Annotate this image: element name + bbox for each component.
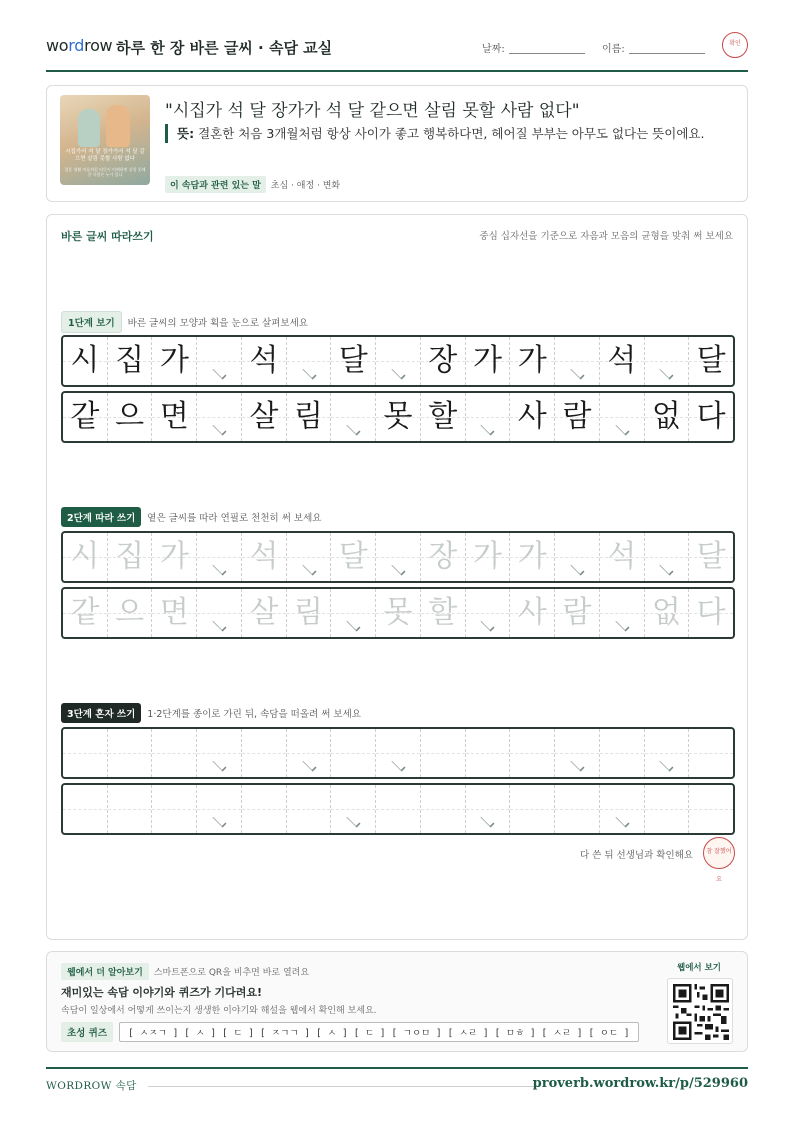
page-title: 하루 한 장 바른 글씨 · 속담 교실	[116, 39, 333, 57]
char-glyph: 집	[115, 343, 145, 378]
step-1-row-2	[61, 391, 735, 443]
proverb-title: "시집가 석 달 장가가 석 달 같으면 살림 못할 사람 없다"	[165, 101, 580, 121]
char-cell[interactable]	[555, 589, 600, 637]
confirm-stamp: 확인	[722, 32, 748, 58]
char-cell[interactable]	[466, 533, 511, 581]
char-cell[interactable]	[63, 785, 108, 833]
space-cell[interactable]	[197, 589, 242, 637]
char-cell[interactable]	[376, 785, 421, 833]
footer-brand: WORDROW 속담	[46, 1080, 137, 1092]
char-cell[interactable]	[152, 729, 197, 777]
char-glyph: 달	[696, 343, 726, 378]
char-cell[interactable]	[689, 729, 733, 777]
char-cell	[63, 337, 108, 385]
char-cell[interactable]	[376, 589, 421, 637]
proverb-illustration: 시집가서 석 달 장가가서 석 달 같으면 살림 못할 사람 없다 결혼 생활 처음처럼 따뜻이 이해하면 살림 못해 갈 사람은 누가 있나	[60, 95, 150, 185]
char-glyph: 없	[651, 399, 681, 434]
char-glyph: 가	[159, 539, 189, 574]
char-glyph: 시	[70, 539, 100, 574]
space-cell	[466, 393, 511, 441]
figure-icon	[78, 109, 100, 147]
space-cell[interactable]	[600, 785, 645, 833]
step-3-row-2[interactable]	[61, 783, 735, 835]
char-cell[interactable]	[242, 729, 287, 777]
char-cell	[287, 393, 332, 441]
char-cell	[645, 393, 690, 441]
char-glyph: 가	[159, 343, 189, 378]
char-glyph: 같	[70, 595, 100, 630]
space-cell[interactable]	[376, 729, 421, 777]
char-cell[interactable]	[331, 533, 376, 581]
char-glyph: 면	[159, 595, 189, 630]
char-glyph: 사	[517, 399, 547, 434]
char-cell[interactable]	[421, 785, 466, 833]
space-cell	[331, 393, 376, 441]
space-cell[interactable]	[331, 785, 376, 833]
char-glyph: 시	[70, 343, 100, 378]
figure-icon	[106, 105, 130, 147]
char-cell	[152, 337, 197, 385]
char-cell	[555, 393, 600, 441]
char-glyph: 석	[607, 539, 637, 574]
char-cell[interactable]	[510, 785, 555, 833]
space-cell	[645, 337, 690, 385]
space-cell[interactable]	[645, 533, 690, 581]
char-cell[interactable]	[555, 785, 600, 833]
char-cell[interactable]	[689, 785, 733, 833]
step-2-head: 2단계 따라 쓰기 옅은 글씨를 따라 연필로 천천히 써 보세요	[61, 507, 321, 527]
web-title: 재미있는 속담 이야기와 퀴즈가 기다려요!	[61, 986, 262, 999]
practice-note: 중심 십자선을 기준으로 자음과 모음의 균형을 맞춰 써 보세요	[479, 231, 733, 242]
space-cell[interactable]	[466, 589, 511, 637]
char-glyph: 사	[517, 595, 547, 630]
wordrow-logo[interactable]: wordrow	[46, 36, 113, 55]
space-cell	[600, 393, 645, 441]
space-cell[interactable]	[287, 533, 332, 581]
step-1-head: 1단계 보기 바른 글씨의 모양과 획을 눈으로 살펴보세요	[61, 311, 308, 333]
char-cell	[152, 393, 197, 441]
char-cell	[600, 337, 645, 385]
char-glyph: 석	[249, 539, 279, 574]
char-glyph: 장	[428, 539, 458, 574]
web-desc: 속담이 일상에서 어떻게 쓰이는지 생생한 이야기와 해설을 웹에서 확인해 보세요.	[61, 1006, 377, 1016]
char-glyph: 달	[338, 343, 368, 378]
space-cell	[287, 337, 332, 385]
char-glyph: 석	[249, 343, 279, 378]
well-done-stamp: 참 잘했어요	[703, 837, 735, 869]
char-cell[interactable]	[645, 785, 690, 833]
char-glyph: 살	[249, 399, 279, 434]
space-cell	[555, 337, 600, 385]
char-glyph: 다	[696, 399, 726, 434]
char-cell[interactable]	[242, 785, 287, 833]
char-glyph: 달	[696, 539, 726, 574]
char-cell[interactable]	[421, 729, 466, 777]
step-3-head: 3단계 혼자 쓰기 1·2단계를 종이로 가린 뒤, 속담을 떠올려 써 보세요	[61, 703, 361, 723]
char-cell	[242, 337, 287, 385]
chosung-quiz: 초성 퀴즈 [ ㅅㅈㄱ ] [ ㅅ ] [ ㄷ ] [ ㅈㄱㄱ ] [ ㅅ ] [ ㄷ ] [ ㄱㅇㅁ ] [ ㅅㄹ ] [ ㅁㅎ ] [ ㅅㄹ ] [ ㅇㄷ ]	[61, 1022, 639, 1042]
char-cell[interactable]	[242, 533, 287, 581]
char-cell[interactable]	[63, 533, 108, 581]
space-cell[interactable]	[555, 729, 600, 777]
char-cell[interactable]	[331, 729, 376, 777]
char-cell[interactable]	[242, 589, 287, 637]
char-cell[interactable]	[152, 589, 197, 637]
space-cell[interactable]	[197, 533, 242, 581]
qr-label: 웹에서 보기	[676, 963, 721, 973]
char-cell	[63, 393, 108, 441]
proverb-card	[46, 85, 748, 202]
qr-code-icon[interactable]	[667, 978, 733, 1044]
char-cell[interactable]	[108, 729, 153, 777]
char-cell	[421, 337, 466, 385]
space-cell[interactable]	[287, 729, 332, 777]
char-cell[interactable]	[689, 533, 733, 581]
name-field[interactable]: 이름:	[602, 40, 705, 55]
space-cell	[197, 337, 242, 385]
practice-section	[46, 214, 748, 940]
char-cell[interactable]	[510, 533, 555, 581]
char-cell	[510, 393, 555, 441]
space-cell[interactable]	[555, 533, 600, 581]
quiz-box[interactable]: [ ㅅㅈㄱ ] [ ㅅ ] [ ㄷ ] [ ㅈㄱㄱ ] [ ㅅ ] [ ㄷ ] [ ㄱㅇㅁ ] [ ㅅㄹ ] [ ㅁㅎ ] [ ㅅㄹ ] [ ㅇㄷ ]	[119, 1022, 639, 1042]
char-cell[interactable]	[510, 589, 555, 637]
char-glyph: 석	[607, 343, 637, 378]
char-glyph: 림	[294, 595, 324, 630]
char-cell	[421, 393, 466, 441]
step-3-row-1[interactable]	[61, 727, 735, 779]
space-cell[interactable]	[645, 729, 690, 777]
proverb-meaning: 뜻: 결혼한 처음 3개월처럼 항상 사이가 좋고 행복하다면, 헤어질 부부는 아무도 없다는 뜻이에요.	[165, 124, 725, 143]
char-glyph: 같	[70, 399, 100, 434]
step-2-row-1[interactable]	[61, 531, 735, 583]
char-cell	[466, 337, 511, 385]
char-glyph: 달	[338, 539, 368, 574]
char-cell[interactable]	[152, 533, 197, 581]
char-glyph: 못	[383, 399, 413, 434]
space-cell[interactable]	[197, 729, 242, 777]
char-glyph: 살	[249, 595, 279, 630]
char-glyph: 가	[517, 539, 547, 574]
practice-heading: 바른 글씨 따라쓰기	[61, 230, 154, 243]
char-glyph: 가	[472, 343, 502, 378]
space-cell[interactable]	[466, 785, 511, 833]
space-cell[interactable]	[197, 785, 242, 833]
char-cell[interactable]	[510, 729, 555, 777]
char-glyph: 가	[517, 343, 547, 378]
char-cell[interactable]	[421, 533, 466, 581]
space-cell[interactable]	[600, 589, 645, 637]
page-header	[46, 30, 748, 72]
space-cell[interactable]	[331, 589, 376, 637]
web-head: 웹에서 더 알아보기 스마트폰으로 QR을 비추면 바로 열려요	[61, 963, 309, 980]
char-glyph: 으	[115, 595, 145, 630]
space-cell	[376, 337, 421, 385]
char-cell[interactable]	[600, 533, 645, 581]
page-footer	[46, 1067, 748, 1097]
char-glyph: 람	[562, 399, 592, 434]
date-field[interactable]: 날짜:	[482, 40, 585, 55]
char-glyph: 다	[696, 595, 726, 630]
char-glyph: 할	[428, 595, 458, 630]
char-glyph: 못	[383, 595, 413, 630]
char-cell[interactable]	[466, 729, 511, 777]
char-cell	[689, 337, 733, 385]
char-cell[interactable]	[689, 589, 733, 637]
char-cell[interactable]	[645, 589, 690, 637]
char-cell	[108, 393, 153, 441]
char-cell	[510, 337, 555, 385]
space-cell	[197, 393, 242, 441]
char-cell[interactable]	[152, 785, 197, 833]
char-glyph: 가	[472, 539, 502, 574]
char-cell[interactable]	[421, 589, 466, 637]
char-cell	[376, 393, 421, 441]
char-cell[interactable]	[108, 785, 153, 833]
char-cell[interactable]	[108, 589, 153, 637]
char-cell[interactable]	[63, 589, 108, 637]
char-cell[interactable]	[287, 785, 332, 833]
char-cell	[108, 337, 153, 385]
char-cell	[689, 393, 733, 441]
char-glyph: 림	[294, 399, 324, 434]
web-section	[46, 951, 748, 1052]
char-cell[interactable]	[63, 729, 108, 777]
step-1-row-1	[61, 335, 735, 387]
related-words: 이 속담과 관련 있는 말 초심 · 애정 · 변화	[165, 176, 340, 193]
char-glyph: 없	[651, 595, 681, 630]
char-cell	[242, 393, 287, 441]
qr-code-graphic	[673, 984, 729, 1040]
char-cell[interactable]	[108, 533, 153, 581]
space-cell[interactable]	[376, 533, 421, 581]
char-cell[interactable]	[287, 589, 332, 637]
step-2-row-2[interactable]	[61, 587, 735, 639]
char-glyph: 집	[115, 539, 145, 574]
footer-url[interactable]: proverb.wordrow.kr/p/529960	[532, 1076, 748, 1091]
teacher-check-text: 다 쓴 뒤 선생님과 확인해요	[579, 850, 693, 861]
char-glyph: 장	[428, 343, 458, 378]
char-glyph: 람	[562, 595, 592, 630]
char-glyph: 면	[159, 399, 189, 434]
char-glyph: 으	[115, 399, 145, 434]
char-cell	[331, 337, 376, 385]
char-glyph: 할	[428, 399, 458, 434]
char-cell[interactable]	[600, 729, 645, 777]
